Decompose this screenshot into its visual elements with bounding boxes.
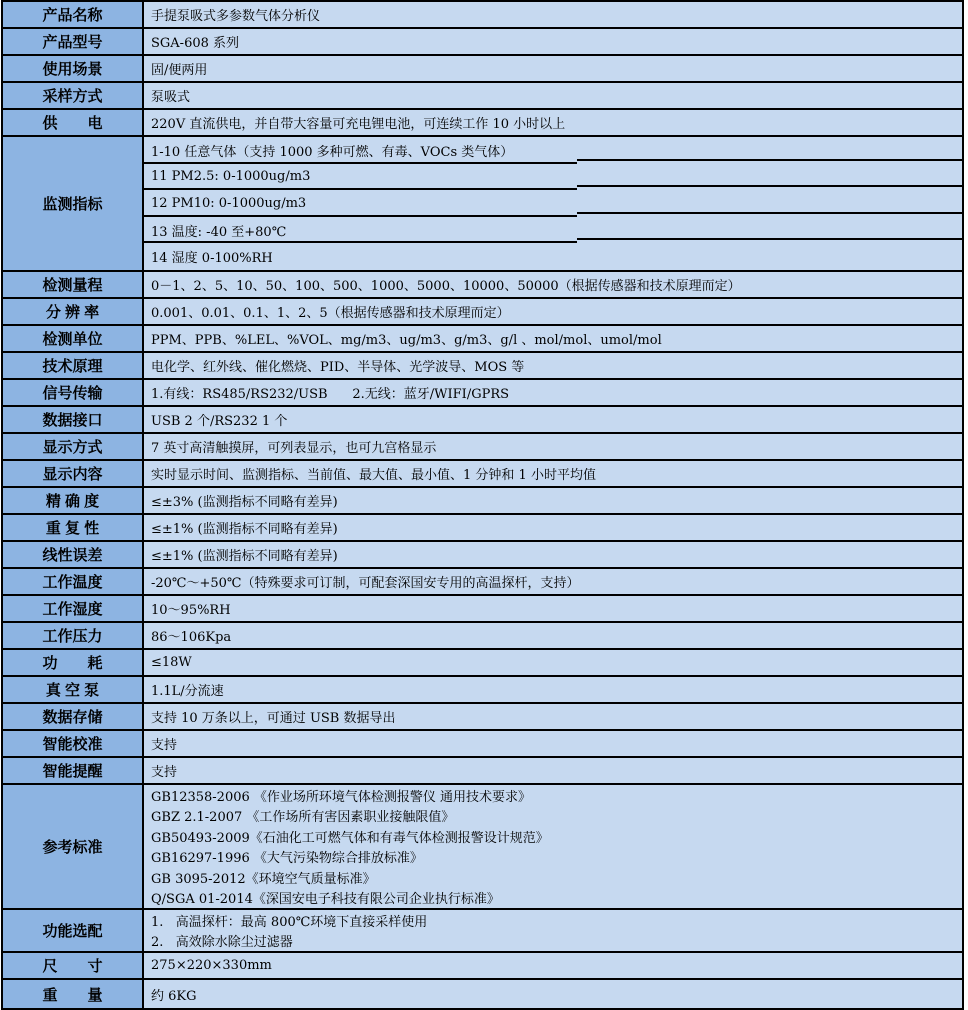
spec-row-model <box>3 29 962 56</box>
spec-value: -20℃～+50℃（特殊要求可订制，可配套深国安专用的高温探杆，支持） <box>144 569 962 594</box>
spec-value: 10～95%RH <box>144 596 962 621</box>
monitor-item-text: 11 PM2.5: 0-1000ug/m3 <box>151 169 311 185</box>
spec-label: 信号传输 <box>3 380 144 405</box>
spec-value: 1.1L/分流速 <box>144 677 962 702</box>
spec-row-weight <box>3 980 962 1008</box>
spec-value: 约 6KG <box>144 980 962 1008</box>
spec-row-smart-reminder <box>3 758 962 785</box>
reference-standard-item: GB50493-2009《石油化工可燃气体和有毒气体检测报警设计规范》 <box>151 830 549 846</box>
separator-segment <box>577 212 962 214</box>
monitor-items <box>144 137 962 270</box>
spec-label: 工作压力 <box>3 623 144 648</box>
spec-label: 真 空 泵 <box>3 677 144 702</box>
separator-segment <box>577 185 962 187</box>
spec-label: 技术原理 <box>3 353 144 378</box>
optional-feature-item: 2. 高效除水除尘过滤器 <box>151 935 293 951</box>
monitor-item <box>144 164 962 191</box>
spec-label: 工作湿度 <box>3 596 144 621</box>
optional-feature-item: 1. 高温探杆：最高 800℃环境下直接采样使用 <box>151 914 428 930</box>
spec-row-range <box>3 272 962 299</box>
spec-row-accuracy <box>3 488 962 515</box>
monitor-item-text: 1-10 任意气体（支持 1000 多种可燃、有毒、VOCs 类气体） <box>151 144 514 160</box>
monitor-item-text: 12 PM10: 0-1000ug/m3 <box>151 195 307 211</box>
spec-value: 支持 10 万条以上，可通过 USB 数据导出 <box>144 704 962 729</box>
spec-row-usage-scene <box>3 56 962 83</box>
spec-label: 产品型号 <box>3 29 144 54</box>
reference-standard-item: GB12358-2006 《作业场所环境气体检测报警仪 通用技术要求》 <box>151 789 532 805</box>
reference-standard-item: GB 3095-2012《环境空气质量标准》 <box>151 871 376 887</box>
spec-row-monitor-indicators <box>3 137 962 272</box>
spec-value: 实时显示时间、监测指标、当前值、最大值、最小值、1 分钟和 1 小时平均值 <box>144 461 962 486</box>
spec-label: 重 复 性 <box>3 515 144 540</box>
spec-label: 工作温度 <box>3 569 144 594</box>
spec-label: 显示方式 <box>3 434 144 459</box>
reference-standard-item: GBZ 2.1-2007 《工作场所有害因素职业接触限值》 <box>151 810 455 826</box>
spec-row-smart-calibration <box>3 731 962 758</box>
spec-value: ≤18W <box>144 650 962 675</box>
spec-label: 智能校准 <box>3 731 144 756</box>
spec-value: 电化学、红外线、催化燃烧、PID、半导体、光学波导、MOS 等 <box>144 353 962 378</box>
spec-label: 使用场景 <box>3 56 144 81</box>
monitor-item <box>144 137 962 164</box>
spec-label: 尺 寸 <box>3 953 144 978</box>
spec-label: 检测量程 <box>3 272 144 297</box>
reference-standard-item: Q/SGA 01-2014《深国安电子科技有限公司企业执行标准》 <box>151 892 500 908</box>
spec-value: 泵吸式 <box>144 83 962 108</box>
spec-row-product-name <box>3 2 962 29</box>
spec-value: ≤±1% (监测指标不同略有差异) <box>144 542 962 567</box>
spec-row-sampling <box>3 83 962 110</box>
spec-value: SGA-608 系列 <box>144 29 962 54</box>
spec-value: ≤±1% (监测指标不同略有差异) <box>144 515 962 540</box>
spec-label: 智能提醒 <box>3 758 144 783</box>
spec-label: 功 耗 <box>3 650 144 675</box>
spec-table <box>1 0 964 1010</box>
spec-label: 参考标准 <box>3 785 144 908</box>
spec-label: 供 电 <box>3 110 144 135</box>
separator-segment <box>577 238 962 240</box>
spec-row-work-humidity <box>3 596 962 623</box>
spec-row-optional-features <box>3 910 962 953</box>
spec-row-linearity <box>3 542 962 569</box>
separator-segment <box>577 159 962 161</box>
monitor-item-text: 14 湿度 0-100%RH <box>151 251 273 267</box>
spec-row-signal <box>3 380 962 407</box>
spec-value: 0.001、0.01、0.1、1、2、5（根据传感器和技术原理而定） <box>144 299 962 324</box>
spec-row-work-temp <box>3 569 962 596</box>
spec-value: 手提泵吸式多参数气体分析仪 <box>144 2 962 27</box>
spec-value: 0－1、2、5、10、50、100、500、1000、5000、10000、50000（根据传感器和技术原理而定） <box>144 272 962 297</box>
spec-label: 采样方式 <box>3 83 144 108</box>
spec-value: 1.有线：RS485/RS232/USB 2.无线：蓝牙/WIFI/GPRS <box>144 380 962 405</box>
spec-label: 线性误差 <box>3 542 144 567</box>
spec-value: 275×220×330mm <box>144 953 962 978</box>
spec-value: 220V 直流供电，并自带大容量可充电锂电池，可连续工作 10 小时以上 <box>144 110 962 135</box>
spec-label: 功能选配 <box>3 910 144 951</box>
spec-value: USB 2 个/RS232 1 个 <box>144 407 962 432</box>
spec-label: 精 确 度 <box>3 488 144 513</box>
spec-row-power-consumption <box>3 650 962 677</box>
spec-row-work-pressure <box>3 623 962 650</box>
spec-value: 固/便两用 <box>144 56 962 81</box>
spec-label: 数据存储 <box>3 704 144 729</box>
spec-row-dimensions <box>3 953 962 980</box>
spec-row-resolution <box>3 299 962 326</box>
spec-value: 7 英寸高清触摸屏，可列表显示，也可九宫格显示 <box>144 434 962 459</box>
spec-label: 分 辨 率 <box>3 299 144 324</box>
spec-label: 监测指标 <box>3 137 144 270</box>
monitor-item <box>144 243 962 270</box>
spec-row-display-mode <box>3 434 962 461</box>
spec-row-data-storage <box>3 704 962 731</box>
spec-label: 数据接口 <box>3 407 144 432</box>
spec-row-units <box>3 326 962 353</box>
spec-row-display-content <box>3 461 962 488</box>
spec-label: 产品名称 <box>3 2 144 27</box>
spec-row-reference-standards <box>3 785 962 910</box>
spec-label: 显示内容 <box>3 461 144 486</box>
spec-value: 86～106Kpa <box>144 623 962 648</box>
reference-standard-item: GB16297-1996 《大气污染物综合排放标准》 <box>151 851 423 867</box>
spec-row-power <box>3 110 962 137</box>
reference-standard-list <box>144 785 962 908</box>
spec-label: 检测单位 <box>3 326 144 351</box>
spec-row-principle <box>3 353 962 380</box>
spec-value: 支持 <box>144 758 962 783</box>
optional-feature-list <box>144 910 962 951</box>
spec-value: 支持 <box>144 731 962 756</box>
monitor-item <box>144 190 962 217</box>
spec-value: PPM、PPB、%LEL、%VOL、mg/m3、ug/m3、g/m3、g/l 、mol/mol、umol/mol <box>144 326 962 351</box>
spec-value: ≤±3% (监测指标不同略有差异) <box>144 488 962 513</box>
spec-row-data-port <box>3 407 962 434</box>
monitor-item <box>144 217 962 244</box>
spec-row-vacuum-pump <box>3 677 962 704</box>
monitor-item-text: 13 温度: -40 至+80℃ <box>151 224 287 240</box>
spec-label: 重 量 <box>3 980 144 1008</box>
spec-row-repeatability <box>3 515 962 542</box>
